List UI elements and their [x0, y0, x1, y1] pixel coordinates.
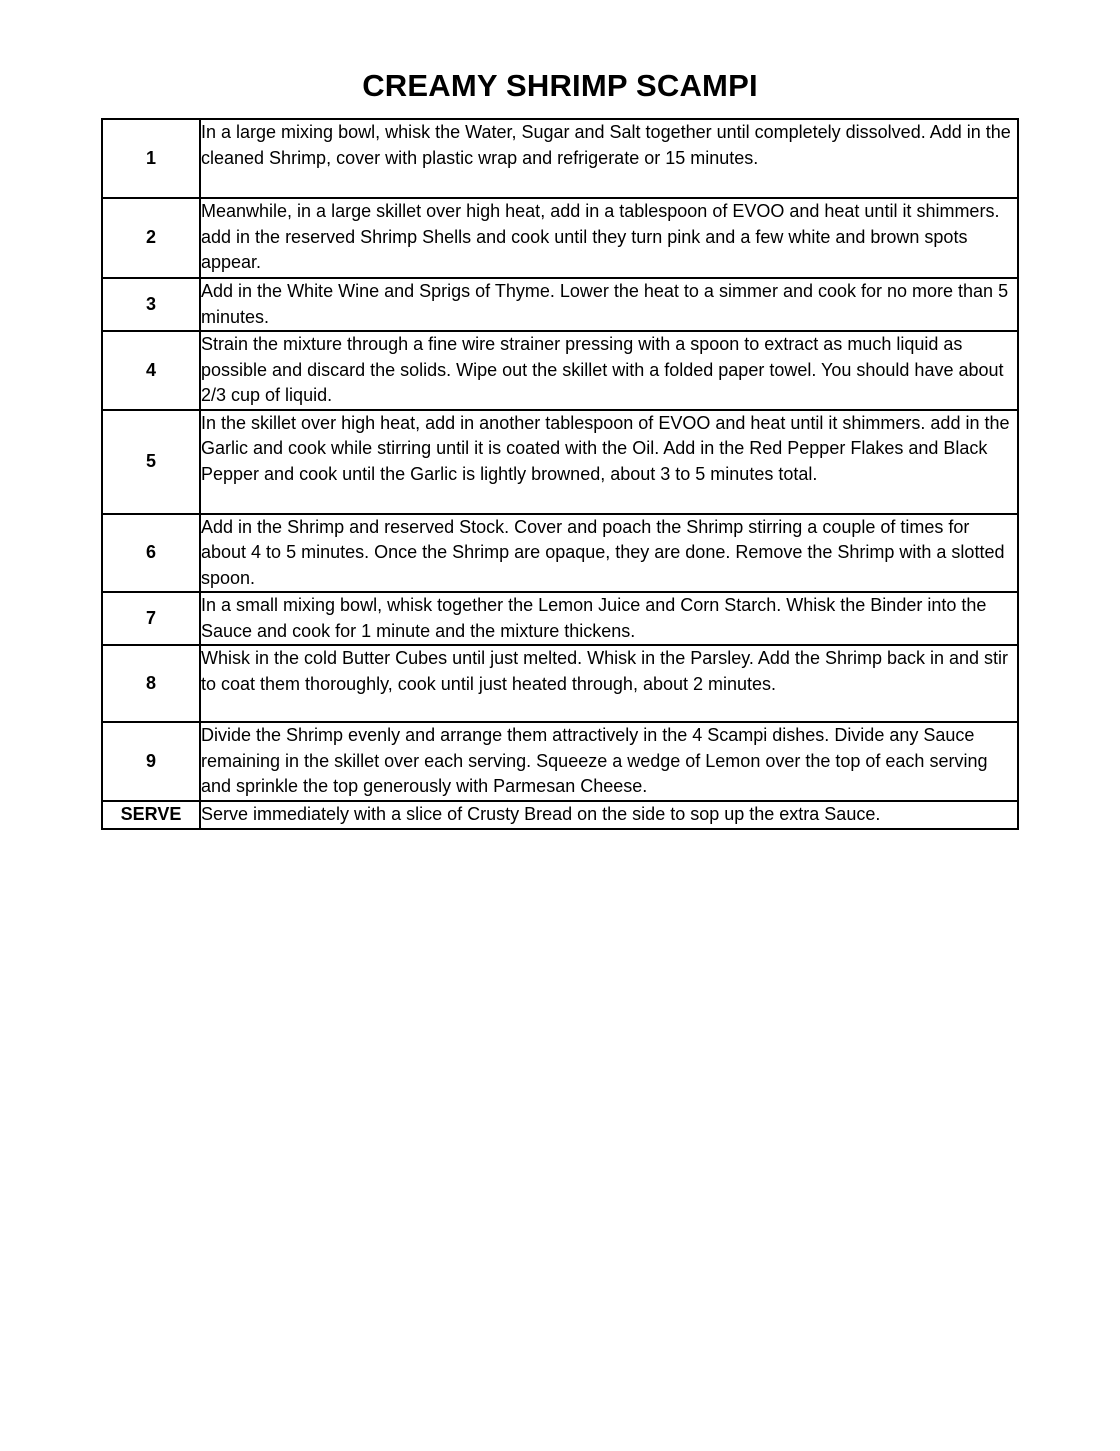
- step-row-5: [102, 410, 1018, 514]
- step-text: Add in the Shrimp and reserved Stock. Cover and poach the Shrimp stirring a couple of times for about 4 to 5 minutes. Once the Shrimp are opaque, they are done. Remove the Shrimp with a slotted spoon.: [200, 514, 1018, 593]
- step-number: 5: [102, 410, 200, 514]
- step-text: In the skillet over high heat, add in another tablespoon of EVOO and heat until it shimmers. add in the Garlic and cook while stirring until it is coated with the Oil. Add in the Red Pepper Flakes and Black Pepper and cook until the Garlic is lightly browned, about 3 to 5 minutes total.: [200, 410, 1018, 514]
- recipe-steps-table: [101, 118, 1019, 830]
- step-text: In a small mixing bowl, whisk together the Lemon Juice and Corn Starch. Whisk the Binder into the Sauce and cook for 1 minute and the mixture thickens.: [200, 592, 1018, 645]
- step-row-1: [102, 119, 1018, 198]
- step-text: In a large mixing bowl, whisk the Water, Sugar and Salt together until completely dissolved. Add in the cleaned Shrimp, cover with plastic wrap and refrigerate or 15 minutes.: [200, 119, 1018, 198]
- step-number: 8: [102, 645, 200, 722]
- step-number: SERVE: [102, 801, 200, 829]
- step-number: 2: [102, 198, 200, 278]
- step-number: 4: [102, 331, 200, 410]
- step-text: Whisk in the cold Butter Cubes until just melted. Whisk in the Parsley. Add the Shrimp back in and stir to coat them thoroughly, cook until just heated through, about 2 minutes.: [200, 645, 1018, 722]
- step-number: 7: [102, 592, 200, 645]
- step-row-8: [102, 645, 1018, 722]
- step-text: Strain the mixture through a fine wire strainer pressing with a spoon to extract as much liquid as possible and discard the solids. Wipe out the skillet with a folded paper towel. You should have about 2/3 cup of liquid.: [200, 331, 1018, 410]
- step-number: 3: [102, 278, 200, 331]
- step-row-3: [102, 278, 1018, 331]
- step-row-9: [102, 722, 1018, 801]
- step-row-7: [102, 592, 1018, 645]
- step-row-2: [102, 198, 1018, 278]
- step-text: Add in the White Wine and Sprigs of Thyme. Lower the heat to a simmer and cook for no more than 5 minutes.: [200, 278, 1018, 331]
- step-number: 1: [102, 119, 200, 198]
- step-number: 6: [102, 514, 200, 593]
- step-row-serve: [102, 801, 1018, 829]
- step-number: 9: [102, 722, 200, 801]
- page-title: CREAMY SHRIMP SCAMPI: [362, 68, 758, 103]
- step-text: Meanwhile, in a large skillet over high heat, add in a tablespoon of EVOO and heat until it shimmers. add in the reserved Shrimp Shells and cook until they turn pink and a few white and brown spots appear.: [200, 198, 1018, 278]
- step-row-6: [102, 514, 1018, 593]
- step-text: Serve immediately with a slice of Crusty Bread on the side to sop up the extra Sauce.: [200, 801, 1018, 829]
- step-row-4: [102, 331, 1018, 410]
- step-text: Divide the Shrimp evenly and arrange them attractively in the 4 Scampi dishes. Divide any Sauce remaining in the skillet over each serving. Squeeze a wedge of Lemon over the top of each serving and sprinkle the top generously with Parmesan Cheese.: [200, 722, 1018, 801]
